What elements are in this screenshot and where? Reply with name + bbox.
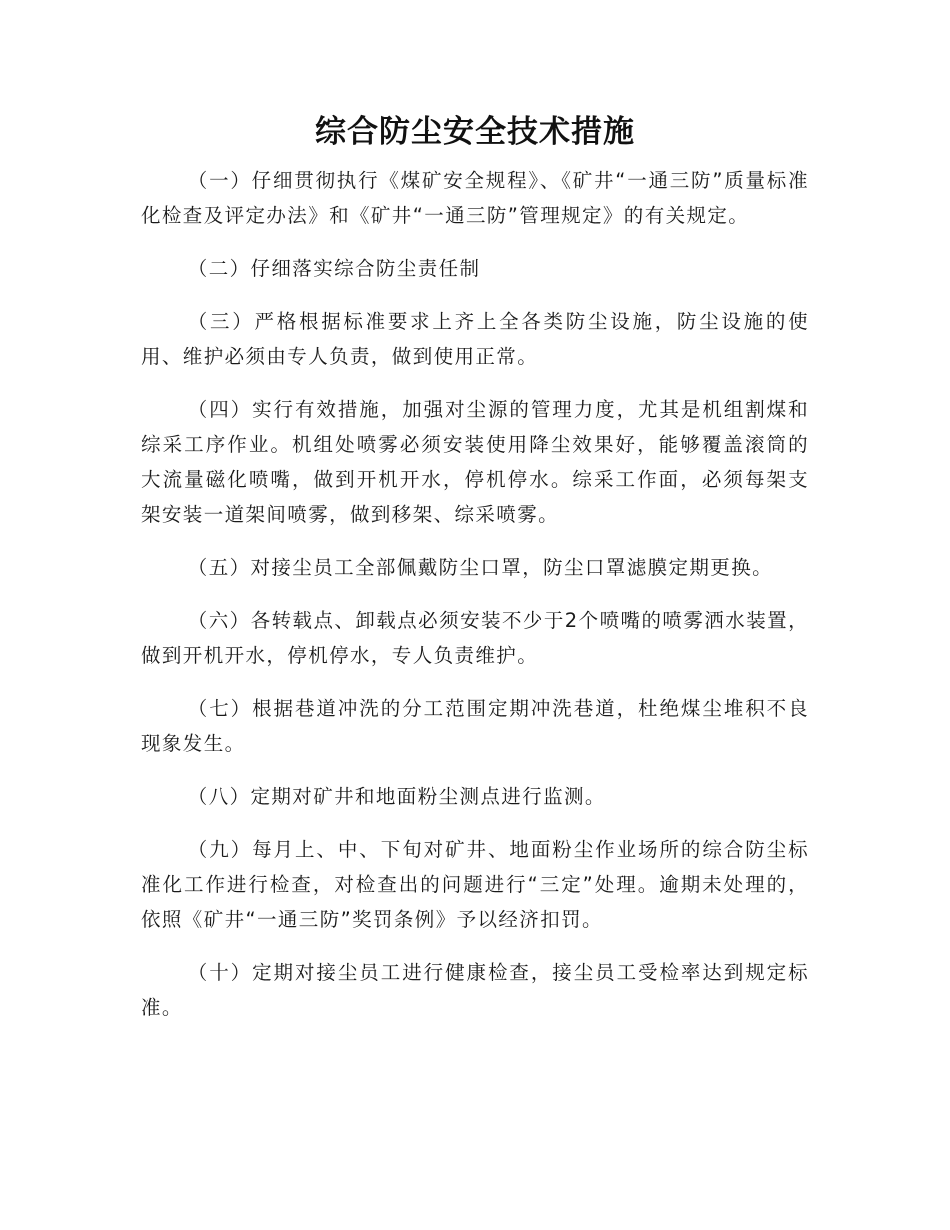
paragraph-4: （四）实行有效措施，加强对尘源的管理力度，尤其是机组割煤和综采工序作业。机组处喷雾必须安装使用降尘效果好，能够覆盖滚筒的大流量磁化喷嘴，做到开机开水，停机停水。综采工作面，必须每架支架安装一道架间喷雾，做到移架、综采喷雾。 — [141, 398, 809, 526]
document-title: 综合防尘安全技术措施 — [315, 114, 635, 150]
paragraph-5: （五）对接尘员工全部佩戴防尘口罩，防尘口罩滤膜定期更换。 — [187, 556, 773, 579]
paragraph-7: （七）根据巷道冲洗的分工范围定期冲洗巷道，杜绝煤尘堆积不良现象发生。 — [141, 697, 809, 755]
paragraph-3: （三）严格根据标准要求上齐上全各类防尘设施，防尘设施的使用、维护必须由专人负责，做到使用正常。 — [141, 310, 809, 368]
paragraph-8: （八）定期对矿井和地面粉尘测点进行监测。 — [187, 785, 606, 808]
paragraph-1: （一）仔细贯彻执行《煤矿安全规程》、《矿井“一通三防”质量标准化检查及评定办法》和《矿井“一通三防”管理规定》的有关规定。 — [141, 169, 809, 227]
paragraph-2: （二）仔细落实综合防尘责任制 — [187, 257, 481, 280]
paragraph-10: （十）定期对接尘员工进行健康检查，接尘员工受检率达到规定标准。 — [141, 961, 809, 1019]
paragraph-9: （九）每月上、中、下旬对矿井、地面粉尘作业场所的综合防尘标准化工作进行检查，对检查出的问题进行“三定”处理。逾期未处理的，依照《矿井“一通三防”奖罚条例》予以经济扣罚。 — [141, 838, 809, 931]
document-body — [141, 163, 809, 1043]
paragraph-6: （六）各转载点、卸载点必须安装不少于2个喷嘴的喷雾洒水装置，做到开机开水，停机停水，专人负责维护。 — [141, 609, 809, 667]
